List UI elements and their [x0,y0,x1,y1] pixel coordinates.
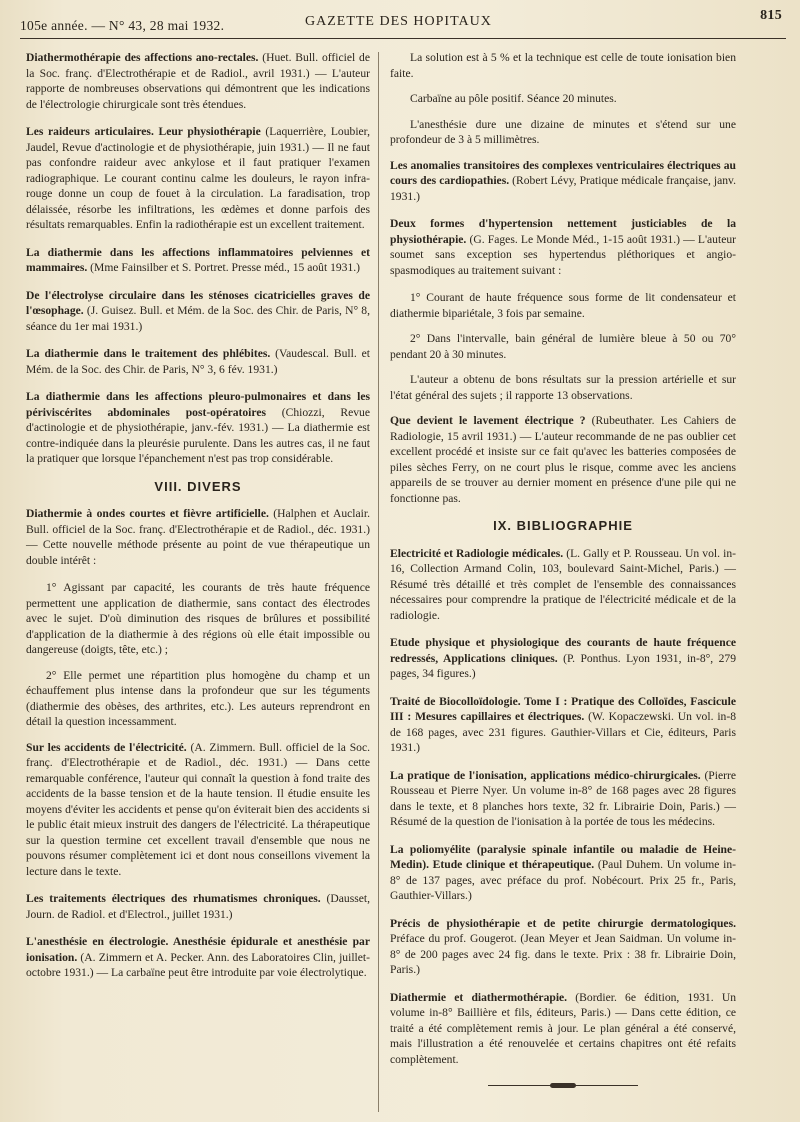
article-text: Préface du prof. Gougerot. (Jean Meyer et Jean Saidman. Un volume in-8° de 200 pages avec 24 fig. dans le texte. Prix : 38 fr. Librairie Doin, Paris.) [390,932,736,976]
paragraph: 1° Courant de haute fréquence sous forme de lit condensateur et diathermie bipariétale, 3 fois par semaine. [390,291,736,320]
article-text: (J. Guisez. Bull. et Mém. de la Soc. des Chir. de Paris, N° 8, séance du 1er mai 1931.) [26,304,370,333]
end-ornament-rule [488,1085,638,1086]
page-number: 815 [760,8,782,23]
article-title: Que devient le lavement électrique ? [390,414,586,427]
article-entry [26,124,370,233]
article-title: Electricité et Radiologie médicales. [390,546,564,560]
article-text: (Bordier. 6e édition, 1931. Un volume in-8° Baillière et fils, éditeurs, Paris.) — Dans cette édition, ce traité a été complètement remis à jour. Le plan général a été conservé, mais l'illustration a été renouvelée et certains chapitres ont été refaits complètement. [390,990,737,1066]
article-entry [390,158,736,205]
article-text: (A. Zimmern. Bull. officiel de la Soc. franç. d'Electrothérapie et de Radiol., déc. 1931.) — Dans cette remarquable conférence, l'auteur qui connaît la question à fond traite des accidents de la basse tension et de la haute tension. Il étudie ensuite les moyens d'éviter les accidents et pense qu'on éviterait bien des accidents si le public était mieux instruit des dangers de l'électricité. La thérapeutique sur la question termine cet excellent travail d'ensemble que nous ne pouvons résumer complètement ici et dont nous conseillons vivement la lecture dans le texte. [26,740,370,878]
right-column [390,50,736,1086]
article-text: (Laquerrière, Loubier, Jaudel, Revue d'actinologie et de physiothérapie, juin 1931.) — Il ne faut pas confondre raideur avec ankylose et il faut pratiquer l'examen radiographique. Le courant continu calme les douleurs, le rayon infra-rouge donne un coup de fouet à la circulation. La faradisation, trop délaissée, résorbe les infiltrations, les œdèmes et donne parfois des résultats remarquables. Enfin la radiothérapie est un excellent traitement. [26,125,370,231]
article-entry [26,389,370,467]
article-title: La diathermie dans les affections pleuro-pulmonaires et dans les périviscérites abdominales post-opératoires [26,390,370,419]
article-text: (Huet. Bull. officiel de la Soc. franç. d'Electrothérapie et de Radiol., avril 1931.) — L'auteur rapporte de nombreuses observations qui démontrent que les indications de l'électrologie chirurgicale sont très étendues. [26,51,370,111]
article-entry [390,990,736,1068]
article-entry [390,216,736,278]
article-text: (P. Ponthus. Lyon 1931, in-8°, 279 pages, 34 figures.) [390,651,736,680]
article-text: (W. Kopaczewski. Un vol. in-8 de 168 pages, avec 231 figures. Gauthier-Villars et Cie, éditeurs, Paris 1931.) [390,710,736,754]
article-title: La poliomyélite (paralysie spinale infantile ou maladie de Heine-Medin). Etude clinique et thérapeutique. [390,842,736,871]
article-title: Diathermothérapie des affections ano-rectales. [26,51,259,64]
article-entry [390,694,736,756]
article-title: Traité de Biocolloïdologie. Tome I : Pratique des Colloïdes, Fascicule III : Mesures capillaires et électriques. [390,694,736,723]
paragraph: L'auteur a obtenu de bons résultats sur la pression artérielle et sur l'état général des sujets ; il rapporte 13 observations. [390,373,736,402]
issue-info: 105e année. — N° 43, 28 mai 1932. [20,18,225,33]
article-entry [390,916,736,978]
paragraph: La solution est à 5 % et la technique est celle de toute ionisation bien faite. [390,51,736,80]
section-heading-divers: VIII. DIVERS [154,478,242,494]
article-entry [390,635,736,682]
article-entry [26,50,370,112]
paragraph: 2° Dans l'intervalle, bain général de lumière bleue à 50 ou 70° pendant 20 à 30 minutes. [390,332,736,361]
page-header [20,8,786,39]
article-entry [26,346,370,377]
article-title: Diathermie à ondes courtes et fièvre artificielle. [26,507,269,520]
article-title: Les anomalies transitoires des complexes ventriculaires électriques au cours des cardiopathies. [390,158,736,187]
article-entry [390,546,736,624]
article-text: (Dausset, Journ. de Radiol. et d'Electrol., juillet 1931.) [26,892,370,921]
article-text: (Paul Duhem. Un volume in-8° de 137 pages, avec préface du prof. Nobécourt. Prix 25 fr., Paris, Gauthier-Villars.) [390,858,736,902]
article-entry [390,768,736,830]
article-title: La diathermie dans le traitement des phlébites. [26,347,271,360]
article-entry [26,934,370,981]
column-divider [378,52,379,1112]
article-entry [390,413,736,506]
paragraph: L'anesthésie dure une dizaine de minutes et s'étend sur une profondeur de 3 à 5 millimètres. [390,117,736,146]
article-text: (L. Gally et P. Rousseau. Un vol. in-16, Collection Armand Colin, 103, boulevard Saint-Michel, Paris.) — Résumé très détaillé et très complet de l'ensemble des connaissances nécessaires pour comprendre la pratique de l'électricité médicale et de la radiologie. [390,546,736,622]
article-title: L'anesthésie en électrologie. Anesthésie épidurale et anesthésie par ionisation. [26,935,370,964]
article-text: (Mme Fainsilber et S. Portret. Presse méd., 15 août 1931.) [87,261,361,274]
article-title: Etude physique et physiologique des courants de haute fréquence redressés, Applications cliniques. [390,636,736,665]
article-entry [26,740,370,880]
left-column [26,50,370,993]
article-text: (Rubeuthater. Les Cahiers de Radiologie, 15 avril 1931.) — L'auteur recommande de ne pas oublier cet excellent procédé et insiste sur ce fait qu'avec les batteries composées de piles sèches Ferry, on ne court plus le risque, comme avec les anciens appareils de se trouver au dernier moment en présence d'une pile qui ne fonctionne pas. [390,414,736,505]
article-text: (Vaudescal. Bull. et Mém. de la Soc. des Chir. de Paris, N° 3, 6 fév. 1931.) [26,347,370,376]
paragraph: 1° Agissant par capacité, les courants de très haute fréquence permettent une application de diathermie, sans contact des électrodes avec le sujet. D'où diminution des risques de brûlures et possibilité d'application de la diathermie à des régions où elle était impossible ou dangereuse (doigts, tête, etc.) ; [26,581,370,656]
article-text: (G. Fages. Le Monde Méd., 1-15 août 1931.) — L'auteur soumet sans exception ses hypertendus pléthoriques et angio-spasmodiques au traitement suivant : [390,232,736,277]
article-title: Deux formes d'hypertension nettement justiciables de la physiothérapie. [390,217,736,246]
article-title: Précis de physiothérapie et de petite chirurgie dermatologiques. [390,916,736,930]
article-text: (Robert Lévy, Pratique médicale française, janv. 1931.) [390,174,736,203]
article-entry [26,891,370,922]
article-text: (Halphen et Auclair. Bull. officiel de la Soc. franç. d'Electrothérapie et de Radiol., déc. 1931.) — Cette nouvelle méthode présente au point de vue thérapeutique un double intérêt : [26,507,370,567]
paragraph: Carbaïne au pôle positif. Séance 20 minutes. [410,92,617,105]
article-entry [26,288,370,335]
article-entry [26,506,370,568]
paragraph: 2° Elle permet une répartition plus homogène du champ et un échauffement plus intense dans la profondeur que sur les téguments (diathermie des obèses, des arthrites, etc.). Les auteurs reprendront en détail la question incessamment. [26,668,370,728]
publication-title: GAZETTE DES HOPITAUX [305,14,492,29]
article-title: La diathermie dans les affections inflammatoires pelviennes et mammaires. [26,245,370,274]
article-title: La pratique de l'ionisation, applications médico-chirurgicales. [390,768,701,782]
article-entry [390,842,736,904]
article-title: Sur les accidents de l'électricité. [26,740,187,754]
article-text: (Pierre Rousseau et Pierre Nyer. Un volume in-8° de 168 pages avec 28 figures dans le texte, et 8 planches hors texte, 32 fr. Librairie Doin, Paris.) — Résumé de la question de l'ionisation à la portée de tous les médecins. [390,768,736,828]
article-text: (Chiozzi, Revue d'actinologie et de physiothérapie, janv.-fév. 1931.) — La diathermie est contre-indiquée dans la pleurésie purulente. Dans les autres cas, il ne faut la pratiquer que lorsque l'épanchement n'est pas trop considérable. [26,405,370,465]
section-heading-bibliographie: IX. BIBLIOGRAPHIE [493,518,633,533]
article-title: Les raideurs articulaires. Leur physiothérapie [26,125,261,138]
article-text: (A. Zimmern et A. Pecker. Ann. des Laboratoires Clin, juillet-octobre 1931.) — La carbaïne peut être introduite par voie électrolytique. [26,950,370,979]
article-title: Diathermie et diathermothérapie. [390,990,568,1004]
article-entry [26,245,370,276]
article-title: Les traitements électriques des rhumatismes chroniques. [26,892,321,905]
article-title: De l'électrolyse circulaire dans les sténoses cicatricielles graves de l'œsophage. [26,288,370,317]
